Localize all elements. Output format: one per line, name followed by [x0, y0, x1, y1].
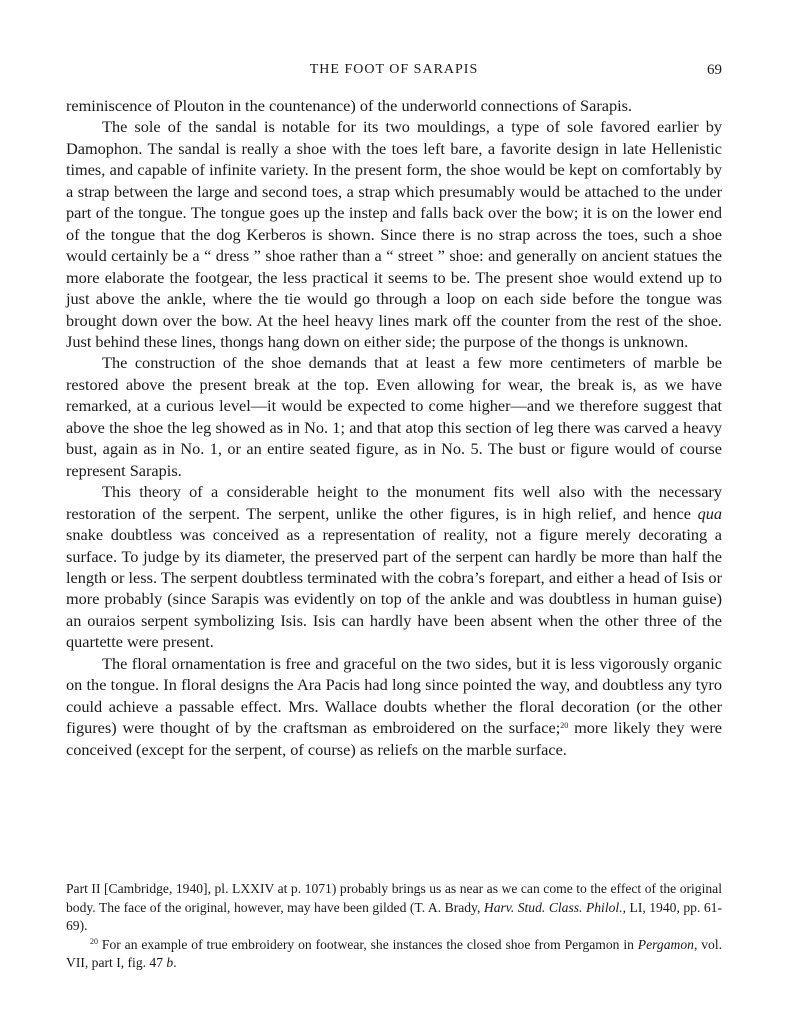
- italic-fig-b: b: [166, 955, 174, 971]
- paragraph-serpent-text-2: snake doubtless was conceived as a representation of reality, not a figure merely decorating a surface. To judge by its diameter, the preserved part of the serpent can hardly be more than half the length or less. The serpent doubtless terminated with the cobra’s forepart, and either a head of Isis or more probably (since Sarapis was evidently on top of the ankle and was doubtless in human guise) an ouraios serpent symbolizing Isis. Isis can hardly have been absent when the other three of the quartette were present.: [66, 525, 722, 652]
- italic-journal-title: Harv. Stud. Class. Philol.: [483, 899, 623, 915]
- italic-pergamon: Pergamon: [637, 936, 694, 952]
- paragraph-construction: The construction of the shoe demands that at least a few more centimeters of marble be restored above the present break at the top. Even allowing for wear, the break is, as we have remarked, at a curious level—it would be expected to come higher—and we therefore suggest that above the shoe the leg showed as in No. 1; and that atop this section of leg there was carved a heavy bust, again as in No. 1, or an entire seated figure, as in No. 5. The bust or figure would of course represent Sarapis.: [66, 353, 722, 480]
- paragraph-floral: [66, 653, 722, 760]
- running-title: THE FOOT OF SARAPIS: [309, 62, 479, 77]
- paragraph-sole: The sole of the sandal is notable for its two mouldings, a type of sole favored earlier by Damophon. The sandal is really a shoe with the toes left bare, a favorite design in late Hellenistic times, and capable of infinite variety. In the present form, the shoe would be kept on comfortably by a strap between the large and second toes, a strap which presumably would be attached to the under part of the tongue. The tongue goes up the instep and falls back over the bow; it is on the lower end of the tongue that the dog Kerberos is shown. Since there is no strap across the toes, such a shoe would certainly be a “ dress ” shoe rather than a “ street ” shoe: and generally on ancient statues the more elaborate the footgear, the less practical it seems to be. The present shoe would extend up to just above the ankle, where the tie would go through a loop on each side before the tongue was brought down over the bow. At the heel heavy lines mark off the counter from the rest of the shoe. Just behind these lines, thongs hang down on either side; the purpose of the thongs is unknown.: [66, 117, 722, 351]
- paragraph-floral-text-1: The floral ornamentation is free and graceful on the two sides, but it is less vigorously organic on the tongue. In floral designs the Ara Pacis had long since pointed the way, and doubtless any tyro could achieve a passable effect. Mrs. Wallace doubts whether the floral decoration (or the other figures) were thought of by the craftsman as embroidered on the surface;: [66, 653, 722, 738]
- running-header: [66, 62, 722, 82]
- italic-qua: qua: [697, 503, 722, 523]
- footnote-20-text-1: For an example of true embroidery on footwear, she instances the closed shoe from Pergamon in: [98, 936, 638, 952]
- paragraph-serpent-text-1: This theory of a considerable height to the monument fits well also with the necessary restoration of the serpent. The serpent, unlike the other figures, is in high relief, and hence: [66, 482, 722, 523]
- footnotes: [66, 880, 722, 973]
- footnote-20: [66, 936, 722, 973]
- footnote-ref-20: 20: [560, 721, 569, 731]
- paragraph-serpent: [66, 481, 722, 653]
- footnote-continued-text-2: , LI, 1940, pp. 61-69).: [66, 899, 722, 934]
- paragraph-floral-text-2: more likely they were conceived (except for the serpent, of course) as reliefs on the marble surface.: [66, 718, 722, 759]
- paragraph-continued: reminiscence of Plouton in the countenance) of the underworld connections of Sarapis.: [66, 96, 633, 115]
- footnote-continued-text-1: Part II [Cambridge, 1940], pl. LXXIV at p. 1071) probably brings us as near as we can come to the effect of the original body. The face of the original, however, may have been gilded (T. A. Brady,: [66, 881, 722, 915]
- body-text: [66, 95, 722, 760]
- page-number: 69: [707, 62, 722, 78]
- footnote-number: 20: [90, 936, 98, 946]
- footnote-20-text-3: .: [173, 955, 177, 971]
- footnote-continued: [66, 880, 722, 936]
- footnote-20-text-2: , vol. VII, part I, fig. 47: [66, 936, 722, 971]
